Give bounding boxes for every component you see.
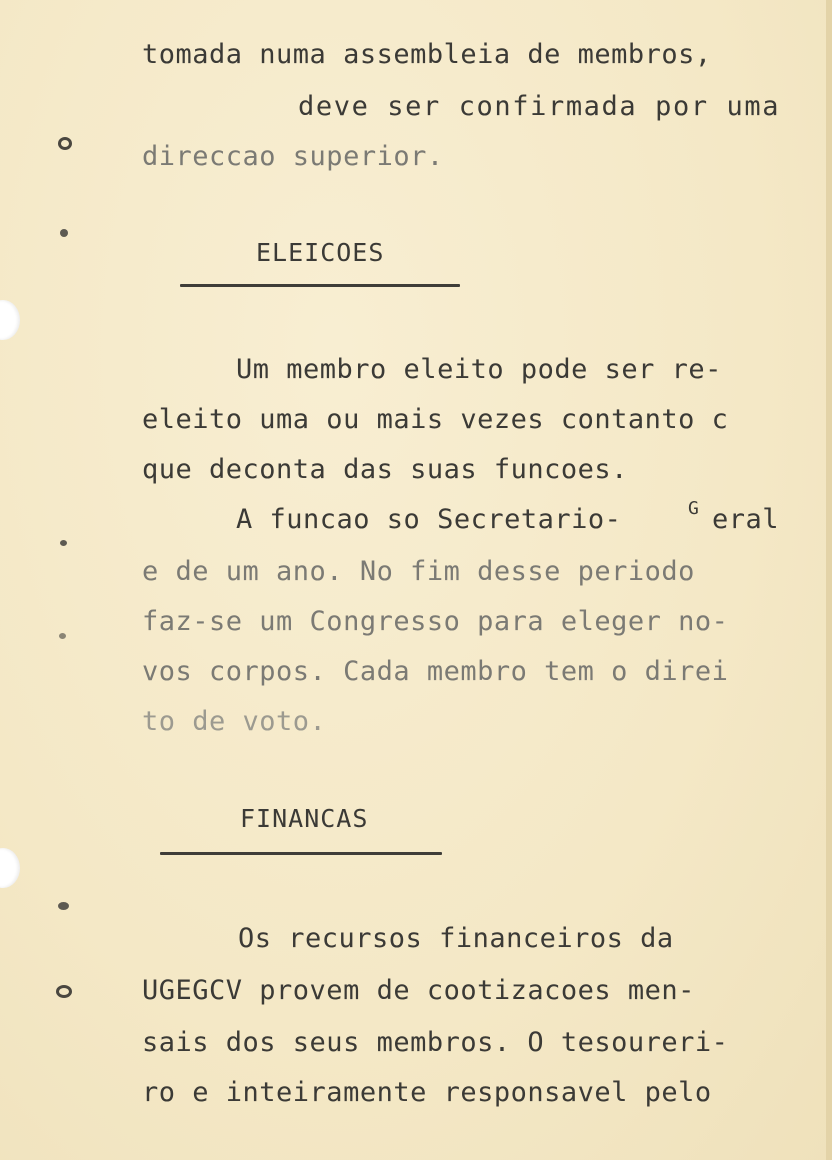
section-heading-financas: FINANCAS — [240, 804, 369, 833]
text-line: deve ser confirmada por uma — [298, 91, 781, 122]
text-line: A funcao so Secretario- — [236, 504, 622, 535]
text-line: e de um ano. No fim desse periodo — [142, 556, 695, 587]
text-line: vos corpos. Cada membro tem o direi — [142, 656, 729, 687]
text-line: direccao superior. — [142, 141, 444, 172]
text-line: eleito uma ou mais vezes contanto c — [142, 404, 729, 435]
margin-mark — [58, 137, 72, 150]
heading-underline — [180, 284, 460, 287]
punch-hole — [0, 300, 20, 340]
margin-mark — [60, 229, 68, 237]
text-line: eral — [712, 504, 780, 535]
section-heading-eleicoes: ELEICOES — [256, 238, 385, 267]
heading-underline — [160, 852, 442, 855]
text-line: ro e inteiramente responsavel pelo — [142, 1077, 712, 1108]
overstrike-letter: G — [688, 498, 699, 519]
text-line: to de voto. — [142, 706, 327, 737]
text-line: Um membro eleito pode ser re- — [236, 354, 722, 385]
text-line: sais dos seus membros. O tesoureri- — [142, 1027, 729, 1058]
margin-mark — [58, 902, 69, 910]
punch-hole — [0, 848, 20, 888]
text-line: Os recursos financeiros da — [238, 923, 674, 954]
text-line: UGEGCV provem de cootizacoes men- — [142, 975, 695, 1006]
text-line: tomada numa assembleia de membros, — [142, 39, 712, 70]
margin-mark — [59, 633, 66, 639]
paper-edge — [826, 0, 832, 1160]
text-line: que deconta das suas funcoes. — [142, 454, 628, 485]
text-line: faz-se um Congresso para eleger no- — [142, 606, 729, 637]
margin-mark — [60, 540, 67, 546]
margin-mark — [56, 985, 72, 998]
